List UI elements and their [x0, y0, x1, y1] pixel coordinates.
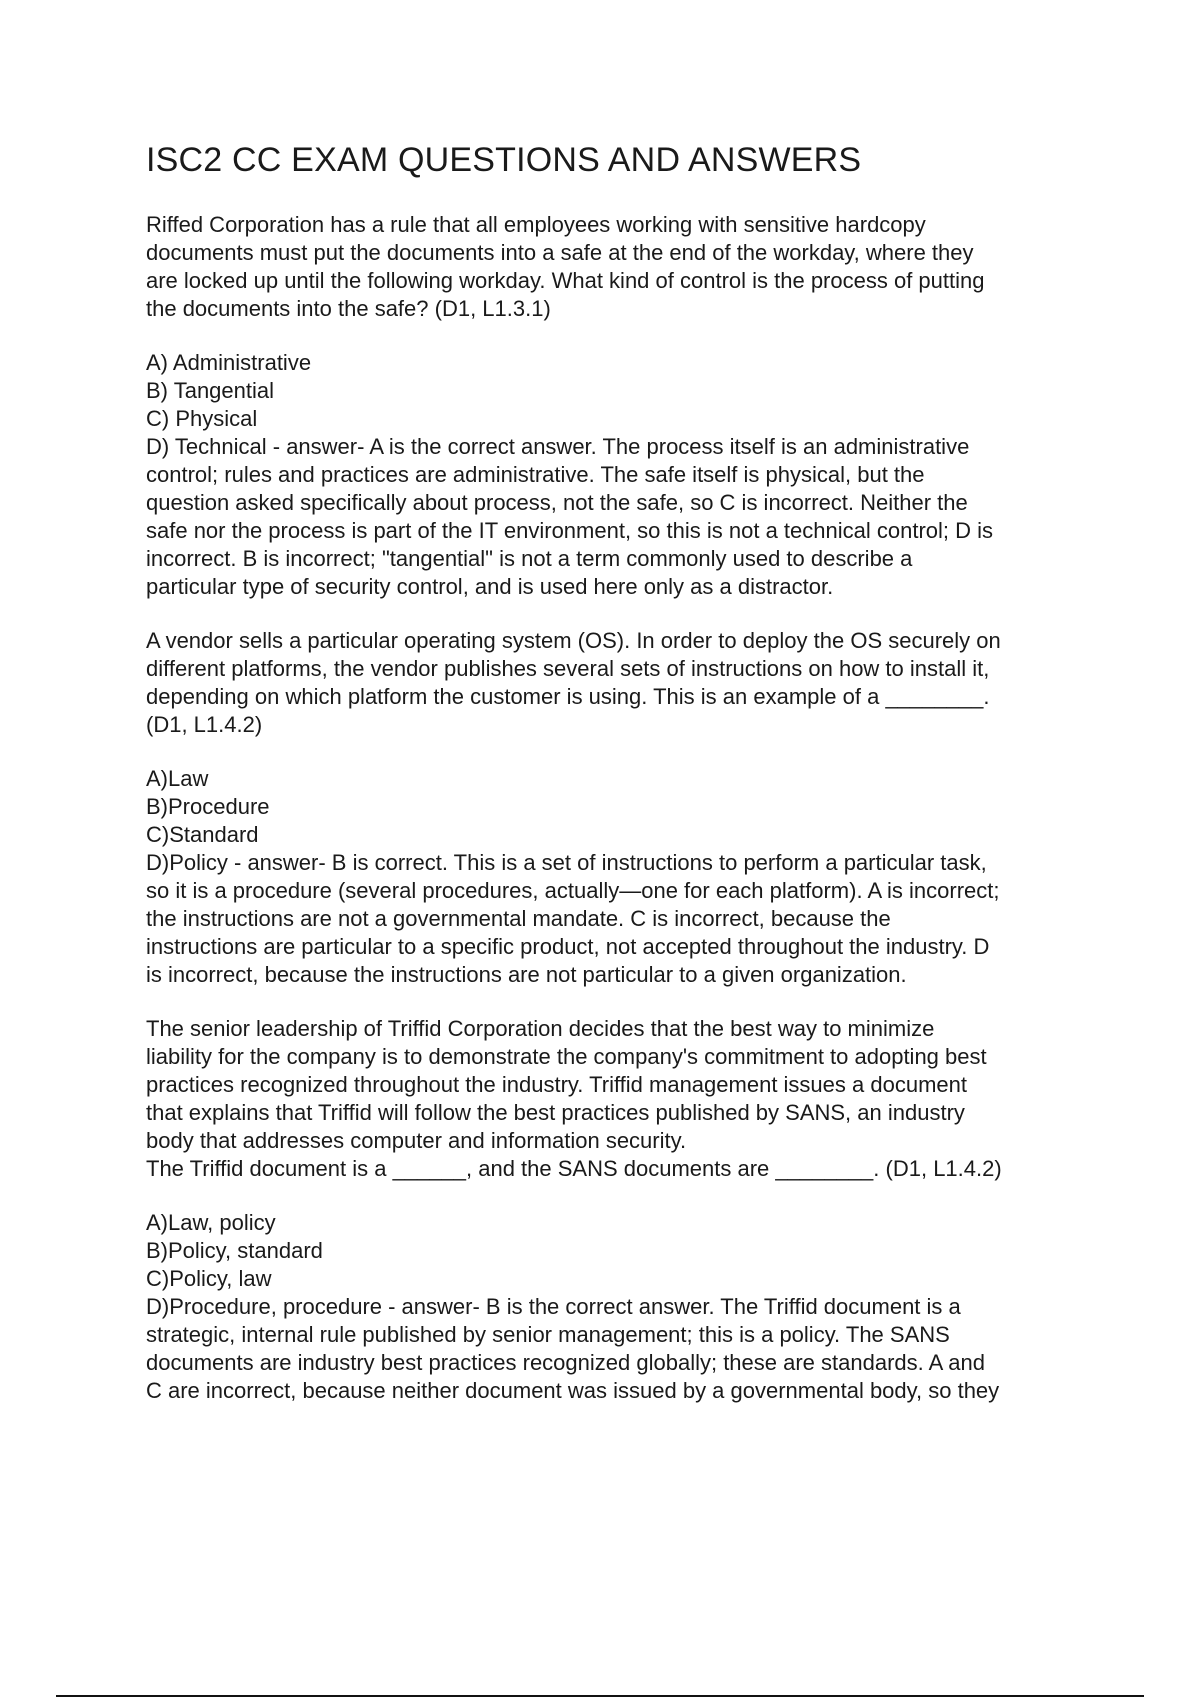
text-line: the documents into the safe? (D1, L1.3.1) — [146, 295, 551, 321]
option-c: C)Policy, law — [146, 1265, 272, 1291]
document-title: ISC2 CC EXAM QUESTIONS AND ANSWERS — [146, 141, 862, 179]
text-line: question asked specifically about process, not the safe, so C is incorrect. Neither the — [146, 489, 968, 515]
text-line: strategic, internal rule published by senior management; this is a policy. The SANS — [146, 1321, 950, 1347]
text-line: A vendor sells a particular operating system (OS). In order to deploy the OS securely on — [146, 627, 1001, 653]
text-line: documents must put the documents into a safe at the end of the workday, where they — [146, 239, 974, 265]
text-line: depending on which platform the customer is using. This is an example of a ________. — [146, 683, 990, 709]
text-line: liability for the company is to demonstrate the company's commitment to adopting best — [146, 1043, 987, 1069]
option-b: B) Tangential — [146, 377, 275, 403]
q3-answer — [146, 1209, 1096, 1405]
text-line: different platforms, the vendor publishes several sets of instructions on how to install it, — [146, 655, 990, 681]
text-line: are locked up until the following workday. What kind of control is the process of putting — [146, 267, 985, 293]
text-line: body that addresses computer and information security. — [146, 1127, 687, 1153]
option-b: B)Policy, standard — [146, 1237, 323, 1263]
text-line: Riffed Corporation has a rule that all employees working with sensitive hardcopy — [146, 211, 926, 237]
q1-question — [146, 211, 1096, 323]
text-line: practices recognized throughout the industry. Triffid management issues a document — [146, 1071, 967, 1097]
option-d: D)Policy - answer- B is correct. This is a set of instructions to perform a particular task, — [146, 849, 987, 875]
page-bottom-rule — [56, 1695, 1144, 1697]
text-line: is incorrect, because the instructions are not particular to a given organization. — [146, 961, 907, 987]
q3-question — [146, 1015, 1096, 1183]
text-line: C are incorrect, because neither document was issued by a governmental body, so they — [146, 1377, 1000, 1403]
q1-answer — [146, 349, 1096, 601]
text-line: control; rules and practices are administrative. The safe itself is physical, but the — [146, 461, 925, 487]
option-d: D)Procedure, procedure - answer- B is the correct answer. The Triffid document is a — [146, 1293, 961, 1319]
option-a: A)Law — [146, 765, 209, 791]
option-c: C) Physical — [146, 405, 258, 431]
text-line: instructions are particular to a specific product, not accepted throughout the industry. D — [146, 933, 990, 959]
text-line: The Triffid document is a ______, and the SANS documents are ________. (D1, L1.4.2) — [146, 1155, 1002, 1181]
option-a: A)Law, policy — [146, 1209, 276, 1235]
text-line: particular type of security control, and is used here only as a distractor. — [146, 573, 834, 599]
text-line: that explains that Triffid will follow the best practices published by SANS, an industry — [146, 1099, 965, 1125]
text-line: incorrect. B is incorrect; "tangential" is not a term commonly used to describe a — [146, 545, 913, 571]
option-d: D) Technical - answer- A is the correct answer. The process itself is an administrative — [146, 433, 970, 459]
text-line: documents are industry best practices recognized globally; these are standards. A and — [146, 1349, 985, 1375]
text-line: so it is a procedure (several procedures, actually—one for each platform). A is incorrect; — [146, 877, 1000, 903]
text-line: (D1, L1.4.2) — [146, 711, 263, 737]
document-page — [146, 140, 1096, 1431]
option-b: B)Procedure — [146, 793, 270, 819]
text-line: safe nor the process is part of the IT environment, so this is not a technical control; D is — [146, 517, 993, 543]
option-c: C)Standard — [146, 821, 259, 847]
text-line: The senior leadership of Triffid Corporation decides that the best way to minimize — [146, 1015, 935, 1041]
q2-answer — [146, 765, 1096, 989]
q2-question — [146, 627, 1096, 739]
text-line: the instructions are not a governmental mandate. C is incorrect, because the — [146, 905, 891, 931]
option-a: A) Administrative — [146, 349, 312, 375]
